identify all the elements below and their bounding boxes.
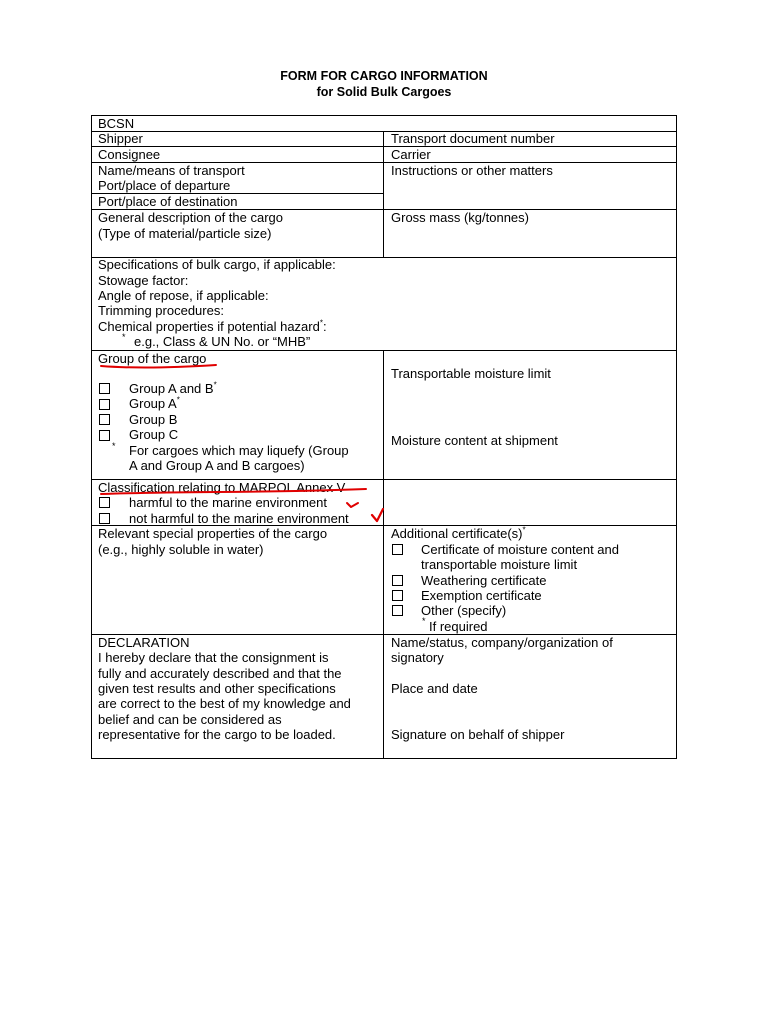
specifications-label: Specifications of bulk cargo, if applicable:	[98, 257, 336, 272]
shipper-label: Shipper	[98, 131, 143, 146]
footnote-mark: *	[112, 441, 116, 451]
marpol-heading: Classification relating to MARPOL Annex V	[98, 480, 346, 495]
declaration-line: are correct to the best of my knowledge and	[98, 696, 351, 711]
footnote-mark: *	[176, 395, 180, 405]
declaration-line: given test results and other specifications	[98, 681, 336, 696]
not-harmful-checkbox[interactable]	[99, 513, 110, 524]
stowage-factor-label: Stowage factor:	[98, 273, 189, 288]
hazard-footnote: e.g., Class & UN No. or “MHB”	[134, 334, 311, 349]
column-divider	[383, 131, 384, 257]
group-c-label: Group C	[129, 427, 179, 442]
not-harmful-label: not harmful to the marine environment	[129, 511, 349, 526]
if-required-footnote: If required	[429, 619, 488, 634]
moisture-certificate-label: Certificate of moisture content and	[421, 542, 619, 557]
moisture-certificate-label-continued: transportable moisture limit	[421, 557, 578, 572]
angle-of-repose-label: Angle of repose, if applicable:	[98, 288, 269, 303]
special-properties-label: Relevant special properties of the cargo	[98, 526, 328, 541]
footnote-mark: *	[213, 380, 217, 390]
harmful-checkbox[interactable]	[99, 497, 110, 508]
footnote-mark: *	[522, 525, 526, 535]
declaration-heading: DECLARATION	[98, 635, 190, 650]
place-date-label: Place and date	[391, 681, 478, 696]
group-a-text: Group A	[129, 396, 177, 411]
tml-label: Transportable moisture limit	[391, 366, 551, 381]
consignee-label: Consignee	[98, 147, 161, 162]
moisture-content-label: Moisture content at shipment	[391, 433, 558, 448]
material-size-label: (Type of material/particle size)	[98, 226, 272, 241]
liquefy-footnote: For cargoes which may liquefy (Group	[129, 443, 349, 458]
group-a-label	[129, 396, 180, 411]
port-departure-label: Port/place of departure	[98, 178, 231, 193]
group-c-checkbox[interactable]	[99, 430, 110, 441]
liquefy-footnote-continued: A and Group A and B cargoes)	[129, 458, 305, 473]
signatory-name-label-continued: signatory	[391, 650, 444, 665]
group-a-and-b-checkbox[interactable]	[99, 383, 110, 394]
form-title: FORM FOR CARGO INFORMATION	[280, 69, 488, 83]
group-a-and-b-text: Group A and B	[129, 381, 214, 396]
signatory-name-label: Name/status, company/organization of	[391, 635, 613, 650]
footnote-mark: *	[319, 318, 323, 328]
port-destination-label: Port/place of destination	[98, 194, 238, 209]
declaration-line: belief and can be considered as	[98, 712, 282, 727]
group-b-label: Group B	[129, 412, 178, 427]
group-heading: Group of the cargo	[98, 351, 207, 366]
transport-doc-label: Transport document number	[391, 131, 555, 146]
exemption-certificate-checkbox[interactable]	[392, 590, 403, 601]
row-divider	[91, 131, 677, 132]
other-certificate-checkbox[interactable]	[392, 605, 403, 616]
declaration-line: I hereby declare that the consignment is	[98, 650, 329, 665]
carrier-label: Carrier	[391, 147, 431, 162]
group-a-checkbox[interactable]	[99, 399, 110, 410]
row-divider	[91, 146, 677, 147]
weathering-certificate-checkbox[interactable]	[392, 575, 403, 586]
gross-mass-label: Gross mass (kg/tonnes)	[391, 210, 529, 225]
additional-certificates-text: Additional certificate(s)	[391, 526, 523, 541]
harmful-label: harmful to the marine environment	[129, 495, 327, 510]
moisture-certificate-checkbox[interactable]	[392, 544, 403, 555]
group-a-and-b-label	[129, 381, 217, 396]
instructions-label: Instructions or other matters	[391, 163, 553, 178]
signature-label: Signature on behalf of shipper	[391, 727, 565, 742]
table-border-bottom	[91, 758, 677, 759]
chemical-properties-colon: :	[322, 319, 327, 334]
form-subtitle: for Solid Bulk Cargoes	[316, 85, 452, 99]
chemical-properties-text: Chemical properties if potential hazard	[98, 319, 320, 334]
general-description-label: General description of the cargo	[98, 210, 283, 225]
additional-certificates-heading	[391, 526, 526, 541]
weathering-certificate-label: Weathering certificate	[421, 573, 547, 588]
table-border-top	[91, 115, 677, 116]
group-b-checkbox[interactable]	[99, 414, 110, 425]
footnote-mark: *	[422, 616, 426, 626]
trimming-label: Trimming procedures:	[98, 303, 224, 318]
special-properties-example: (e.g., highly soluble in water)	[98, 542, 264, 557]
exemption-certificate-label: Exemption certificate	[421, 588, 542, 603]
means-of-transport-label: Name/means of transport	[98, 163, 245, 178]
footnote-mark: *	[122, 332, 126, 342]
cargo-form	[91, 115, 677, 759]
table-border-left	[91, 115, 92, 759]
chemical-properties-label	[98, 319, 327, 334]
other-certificate-label: Other (specify)	[421, 603, 507, 618]
table-border-right	[676, 115, 677, 759]
bcsn-label: BCSN	[98, 116, 135, 131]
declaration-line: representative for the cargo to be loaded.	[98, 727, 336, 742]
declaration-line: fully and accurately described and that the	[98, 666, 342, 681]
column-divider	[383, 350, 384, 758]
